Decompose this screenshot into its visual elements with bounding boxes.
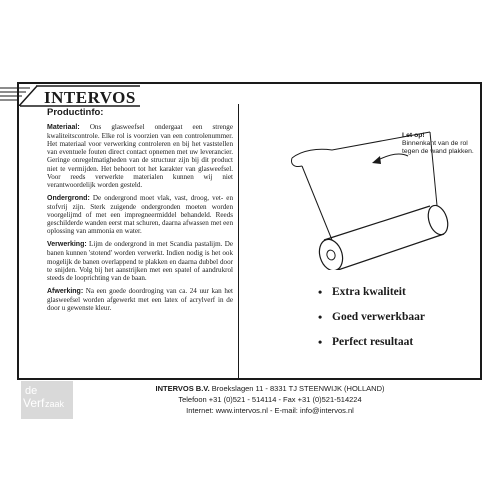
tip-note (402, 132, 482, 155)
svg-text:de: de (25, 385, 38, 397)
company-name: INTERVOS B.V. (155, 384, 210, 393)
section-verwerking: Verwerking: Lijm de ondergrond in met Scandia pastalijm. De banen kunnen 'stotend' worden verwerkt. Indien nodig is het ook mogelijk de banen overlappend te plakken en daarna dubbel door te snijden. Volg bij het aanstrijken met een spatel of aandrukrol steeds de looprichting van de baan. (47, 240, 233, 282)
section-materiaal: Materiaal: Ons glasweefsel ondergaat een strenge kwaliteitscontrole. Elke rol is voorzien van een controlenummer. Het materiaal voor verwerking controleren en bij het vaststellen van eventuele fouten direct contact opnemen met uw leverancier. Geringe onregelmatigheden van de structuur zijn bij dit product niet te vermijden. Het behoort tot het karakter van glasweefsel. Voor reeds verwerkte materialen kunnen wij niet verantwoordelijk worden gesteld. (47, 123, 233, 189)
feature-item: • Perfect resultaat (318, 336, 425, 348)
brand-name: INTERVOS (44, 88, 136, 107)
productinfo-column (47, 109, 233, 317)
productinfo-title: Productinfo: (47, 107, 104, 118)
company-address: Broekslagen 11 - 8331 TJ STEENWIJK (HOLLAND) (211, 384, 385, 393)
svg-text:Verf: Verf (23, 396, 45, 410)
feature-list (318, 286, 425, 361)
feature-item: • Extra kwaliteit (318, 286, 425, 298)
feature-item: • Goed verwerkbaar (318, 311, 425, 323)
svg-text:zaak: zaak (45, 399, 65, 409)
company-footer (60, 383, 480, 416)
section-afwerking: Afwerking: Na een goede doordroging van ca. 24 uur kan het glasweefsel worden afgewerkt met een latex of acrylverf in de door u gewenste kleur. (47, 286, 233, 312)
company-phone: Telefoon +31 (0)521 - 514114 - Fax +31 (0)521-514224 (178, 395, 362, 404)
tip-title: Let op! (402, 132, 425, 139)
company-web: Internet: www.intervos.nl - E-mail: info@intervos.nl (186, 406, 354, 415)
tip-text: Binnenkant van de rol tegen de wand plakken. (402, 139, 474, 155)
column-divider (238, 104, 239, 380)
section-ondergrond: Ondergrond: De ondergrond moet vlak, vast, droog, vet- en stofvrij zijn. Sterk zuigende ondergronden moeten worden voorgelijmd of met een impregneermiddel behandeld. Reeds geschilderde wanden eerst mat schuren, daarna afwassen met een oplossing van ammonia en water. (47, 193, 233, 236)
